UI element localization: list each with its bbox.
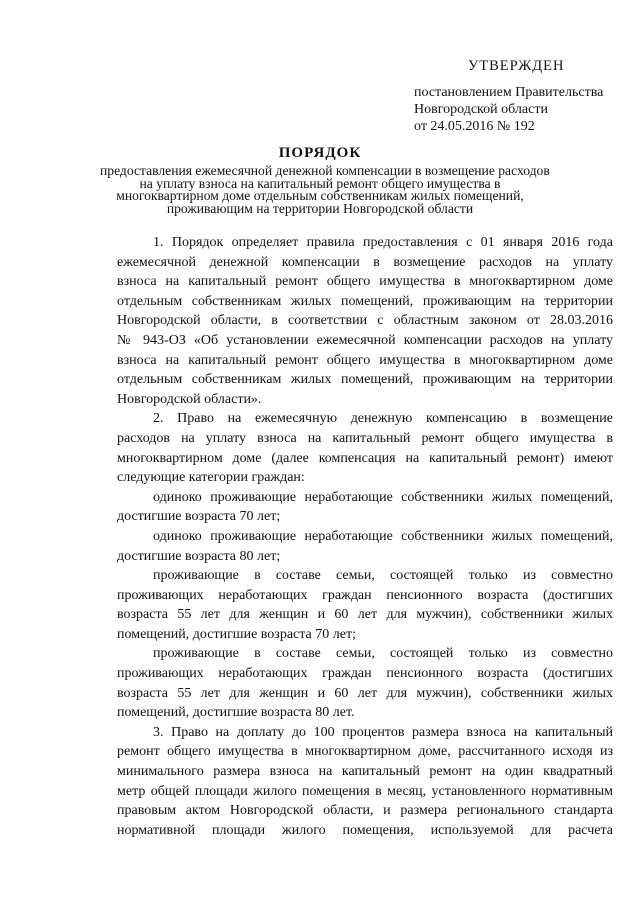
approval-line-2: Новгородской области: [414, 102, 548, 117]
body-line: помещений, достигшие возраста 70 лет;: [117, 626, 356, 642]
body-line: одиноко проживающие неработающие собственники жилых помещений,: [153, 528, 613, 544]
body-line: следующие категории граждан:: [117, 470, 305, 486]
subtitle-line: проживающим на территории Новгородской области: [166, 200, 474, 216]
subtitle-line: на уплату взноса на капитальный ремонт общего имущества в: [139, 175, 501, 191]
document-title: ПОРЯДОК: [278, 145, 362, 161]
body-line: метр общей площади жилого помещения в месяц, установленного нормативным: [117, 783, 613, 799]
body-line: минимального размера взноса на капитальный ремонт на один квадратный: [117, 764, 613, 780]
body-line: возраста 55 лет для женщин и 60 лет для мужчин), собственники жилых: [117, 607, 613, 623]
document-body: [117, 233, 613, 840]
body-line: проживающие в составе семьи, состоящей только из совместно: [153, 646, 613, 662]
body-line: многоквартирном доме (далее компенсация на капитальный ремонт) имеют: [117, 450, 613, 466]
body-line: ремонт общего имущества в многоквартирном доме, рассчитанного исходя из: [117, 744, 613, 760]
body-line: 1. Порядок определяет правила предоставления с 01 января 2016 года: [153, 235, 613, 250]
body-line: проживающих неработающих граждан пенсионного возраста (достигших: [117, 666, 613, 682]
document-subtitle: [100, 163, 550, 216]
subtitle-line: многоквартирном доме отдельным собственникам жилых помещений,: [116, 188, 524, 204]
body-line: № 943-ОЗ «Об установлении ежемесячной компенсации расходов на уплату: [117, 332, 613, 348]
body-line: достигшие возраста 80 лет;: [117, 548, 281, 564]
body-line: нормативной площади жилого помещения, используемой для расчета: [117, 822, 613, 838]
subtitle-line: предоставления ежемесячной денежной компенсации в возмещение расходов: [100, 163, 550, 178]
approval-line-3: от 24.05.2016 № 192: [414, 119, 535, 134]
body-line: правовым актом Новгородской области, и размера регионального стандарта: [117, 803, 613, 819]
body-line: достигшие возраста 70 лет;: [117, 509, 281, 525]
body-line: 3. Право на доплату до 100 процентов размера взноса на капитальный: [153, 724, 613, 740]
body-line: взноса на капитальный ремонт общего имущества в многоквартирном доме: [117, 352, 613, 368]
body-line: отдельным собственникам жилых помещений, проживающим на территории: [117, 293, 613, 309]
body-line: 2. Право на ежемесячную денежную компенсацию в возмещение: [153, 411, 613, 427]
body-line: ежемесячной денежной компенсации в возмещение расходов на уплату: [117, 254, 613, 270]
approved-title: УТВЕРЖДЕН: [468, 58, 565, 74]
body-line: одиноко проживающие неработающие собственники жилых помещений,: [153, 489, 613, 505]
body-line: расходов на уплату взноса на капитальный ремонт общего имущества в: [117, 430, 613, 446]
body-line: Новгородской области».: [117, 391, 262, 407]
body-line: проживающих неработающих граждан пенсионного возраста (достигших: [117, 587, 613, 603]
approval-line-1: постановлением Правительства: [414, 85, 604, 100]
body-line: возраста 55 лет для женщин и 60 лет для мужчин), собственники жилых: [117, 685, 613, 701]
body-line: отдельным собственникам жилых помещений, проживающим на территории: [117, 372, 613, 388]
body-line: помещений, достигшие возраста 80 лет.: [117, 705, 355, 721]
body-line: взноса на капитальный ремонт общего имущества в многоквартирном доме: [117, 274, 613, 290]
body-line: проживающие в составе семьи, состоящей только из совместно: [153, 568, 613, 584]
body-line: Новгородской области, в соответствии с областным законом от 28.03.2016: [117, 313, 613, 329]
approval-reference: [414, 84, 603, 135]
